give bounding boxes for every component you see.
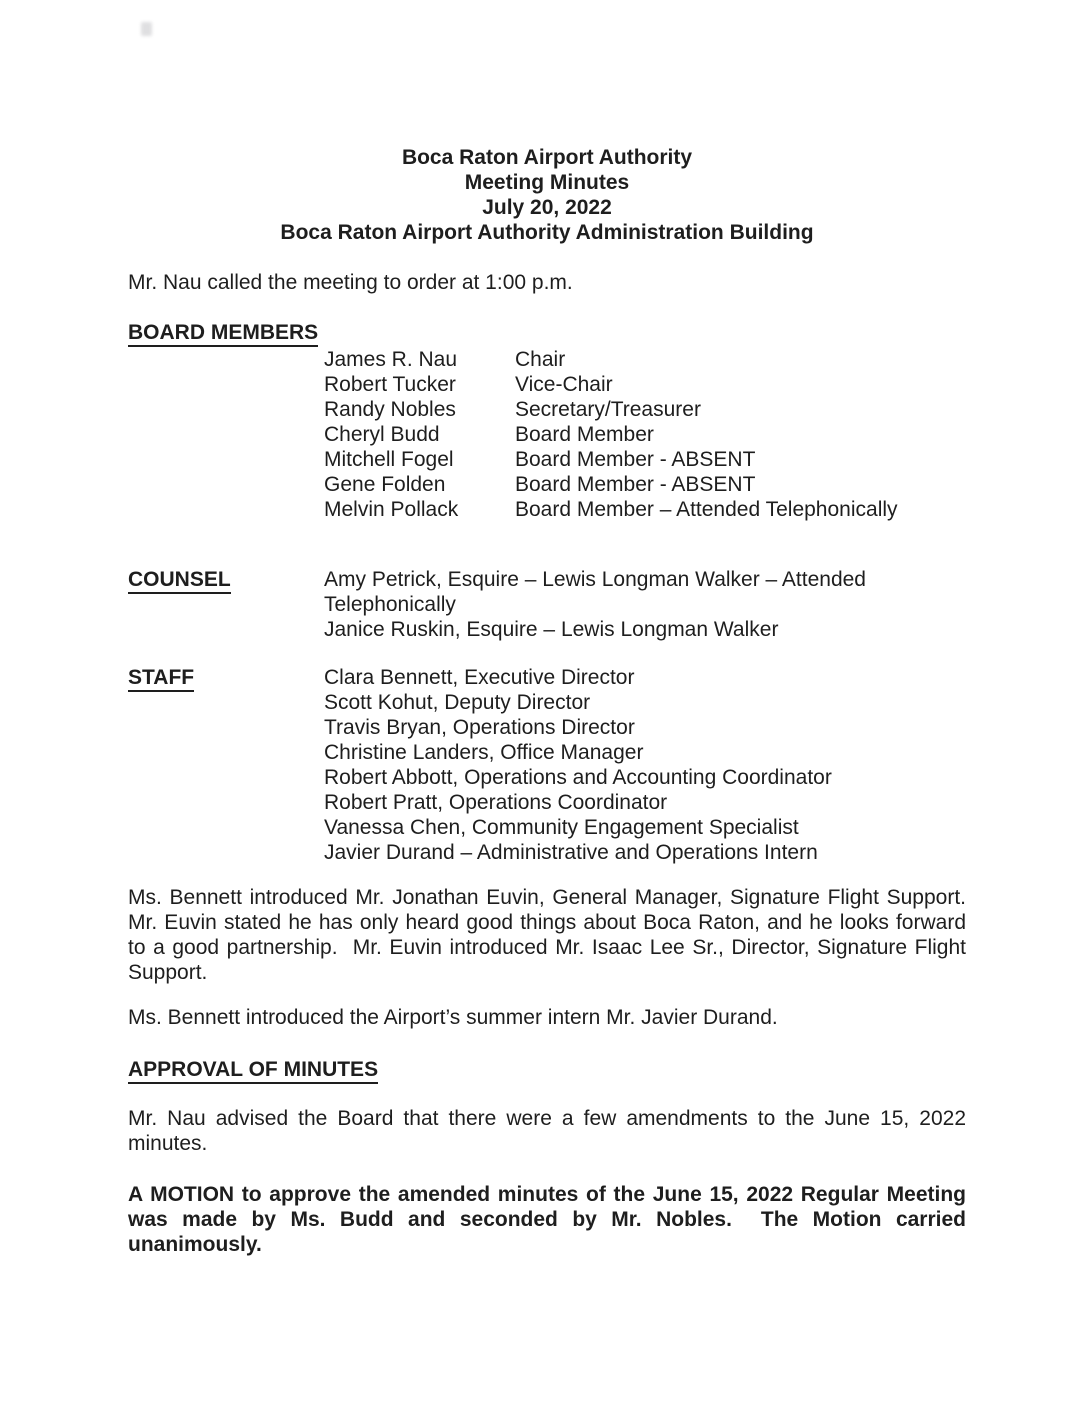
- board-member-role: Board Member - ABSENT: [515, 448, 756, 471]
- board-member-role: Board Member: [515, 423, 654, 446]
- document-title-block: [128, 145, 966, 245]
- board-member-name: Mitchell Fogel: [324, 448, 454, 471]
- counsel-list: [324, 567, 966, 642]
- approval-of-minutes-heading: APPROVAL OF MINUTES: [128, 1057, 966, 1084]
- board-member-name: James R. Nau: [324, 348, 458, 371]
- board-member-name: Cheryl Budd: [324, 423, 440, 446]
- introductions-paragraph: Ms. Bennett introduced Mr. Jonathan Euvin, General Manager, Signature Flight Support. Mr. Euvin stated he has only heard good things about Boca Raton, and he looks forward to a good partnership. Mr. Euvin introduced Mr. Isaac Lee Sr., Director, Signature Flight Support.: [128, 886, 972, 984]
- title-date: July 20, 2022: [482, 196, 612, 219]
- board-member-name: Melvin Pollack: [324, 498, 459, 521]
- board-members-list: [128, 347, 966, 522]
- board-member-name: Randy Nobles: [324, 398, 456, 421]
- intern-introduction-paragraph: Ms. Bennett introduced the Airport’s summer intern Mr. Javier Durand.: [128, 1006, 778, 1029]
- staff-line: Clara Bennett, Executive Director: [324, 666, 635, 689]
- board-member-row: [128, 447, 966, 472]
- staff-line: Scott Kohut, Deputy Director: [324, 691, 591, 714]
- staff-line: Christine Landers, Office Manager: [324, 741, 644, 764]
- staff-heading: STAFF: [128, 665, 324, 692]
- staff-list: [324, 665, 966, 865]
- board-member-role: Chair: [515, 348, 566, 371]
- title-document-type: Meeting Minutes: [464, 171, 630, 194]
- board-member-row: [128, 472, 966, 497]
- motion-paragraph: A MOTION to approve the amended minutes of the June 15, 2022 Regular Meeting was made by Ms. Budd and seconded by Mr. Nobles. The Motion carried unanimously.: [128, 1183, 972, 1256]
- board-member-role: Secretary/Treasurer: [515, 398, 701, 421]
- board-member-role: Vice-Chair: [515, 373, 613, 396]
- counsel-section: [128, 567, 966, 642]
- counsel-line: Telephonically: [324, 593, 456, 616]
- board-member-row: [128, 397, 966, 422]
- staff-line: Robert Pratt, Operations Coordinator: [324, 791, 668, 814]
- board-member-name: Robert Tucker: [324, 373, 456, 396]
- board-member-row: [128, 372, 966, 397]
- board-members-heading: BOARD MEMBERS: [128, 320, 966, 347]
- board-member-role: Board Member – Attended Telephonically: [515, 498, 898, 521]
- title-location: Boca Raton Airport Authority Administration Building: [280, 221, 814, 244]
- counsel-line: Janice Ruskin, Esquire – Lewis Longman Walker: [324, 618, 779, 641]
- staff-line: Travis Bryan, Operations Director: [324, 716, 635, 739]
- staff-line: Vanessa Chen, Community Engagement Specialist: [324, 816, 799, 839]
- counsel-line: Amy Petrick, Esquire – Lewis Longman Walker – Attended: [324, 568, 866, 591]
- staff-line: Javier Durand – Administrative and Operations Intern: [324, 841, 818, 864]
- amendments-paragraph: Mr. Nau advised the Board that there were a few amendments to the June 15, 2022 minutes.: [128, 1107, 972, 1155]
- board-member-name: Gene Folden: [324, 473, 446, 496]
- staff-section: [128, 665, 966, 865]
- counsel-heading: COUNSEL: [128, 567, 324, 594]
- title-organization: Boca Raton Airport Authority: [401, 146, 693, 169]
- board-member-row: [128, 422, 966, 447]
- board-member-role: Board Member - ABSENT: [515, 473, 756, 496]
- board-member-row: [128, 497, 966, 522]
- call-to-order-line: Mr. Nau called the meeting to order at 1:00 p.m.: [128, 271, 573, 294]
- board-member-row: [128, 347, 966, 372]
- staff-line: Robert Abbott, Operations and Accounting Coordinator: [324, 766, 832, 789]
